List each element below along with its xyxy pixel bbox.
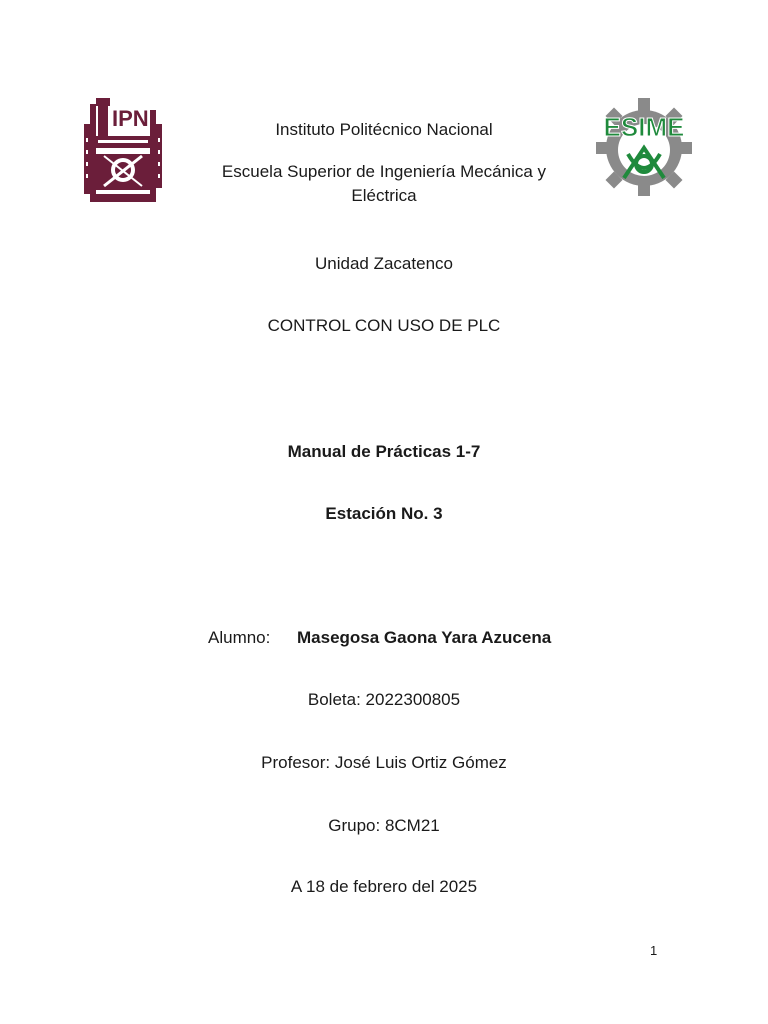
student-name: Masegosa Gaona Yara Azucena [297, 628, 552, 647]
svg-text:IPN: IPN [112, 106, 149, 131]
school-name-line1: Escuela Superior de Ingeniería Mecánica y [221, 162, 547, 181]
boleta-number: Boleta: 2022300805 [307, 690, 461, 709]
institution-name: Instituto Politécnico Nacional [275, 120, 493, 139]
school-name-line2: Eléctrica [351, 186, 417, 205]
student-label: Alumno: [208, 628, 271, 647]
manual-title: Manual de Prácticas 1-7 [287, 442, 481, 461]
page-number: 1 [650, 943, 658, 958]
course-name: CONTROL CON USO DE PLC [267, 316, 501, 335]
svg-text:ESIME: ESIME [603, 112, 685, 142]
professor-name: Profesor: José Luis Ortiz Gómez [261, 753, 507, 772]
station-title: Estación No. 3 [325, 504, 443, 523]
group-name: Grupo: 8CM21 [328, 816, 440, 835]
document-date: A 18 de febrero del 2025 [290, 877, 478, 896]
unit-name: Unidad Zacatenco [315, 254, 453, 273]
